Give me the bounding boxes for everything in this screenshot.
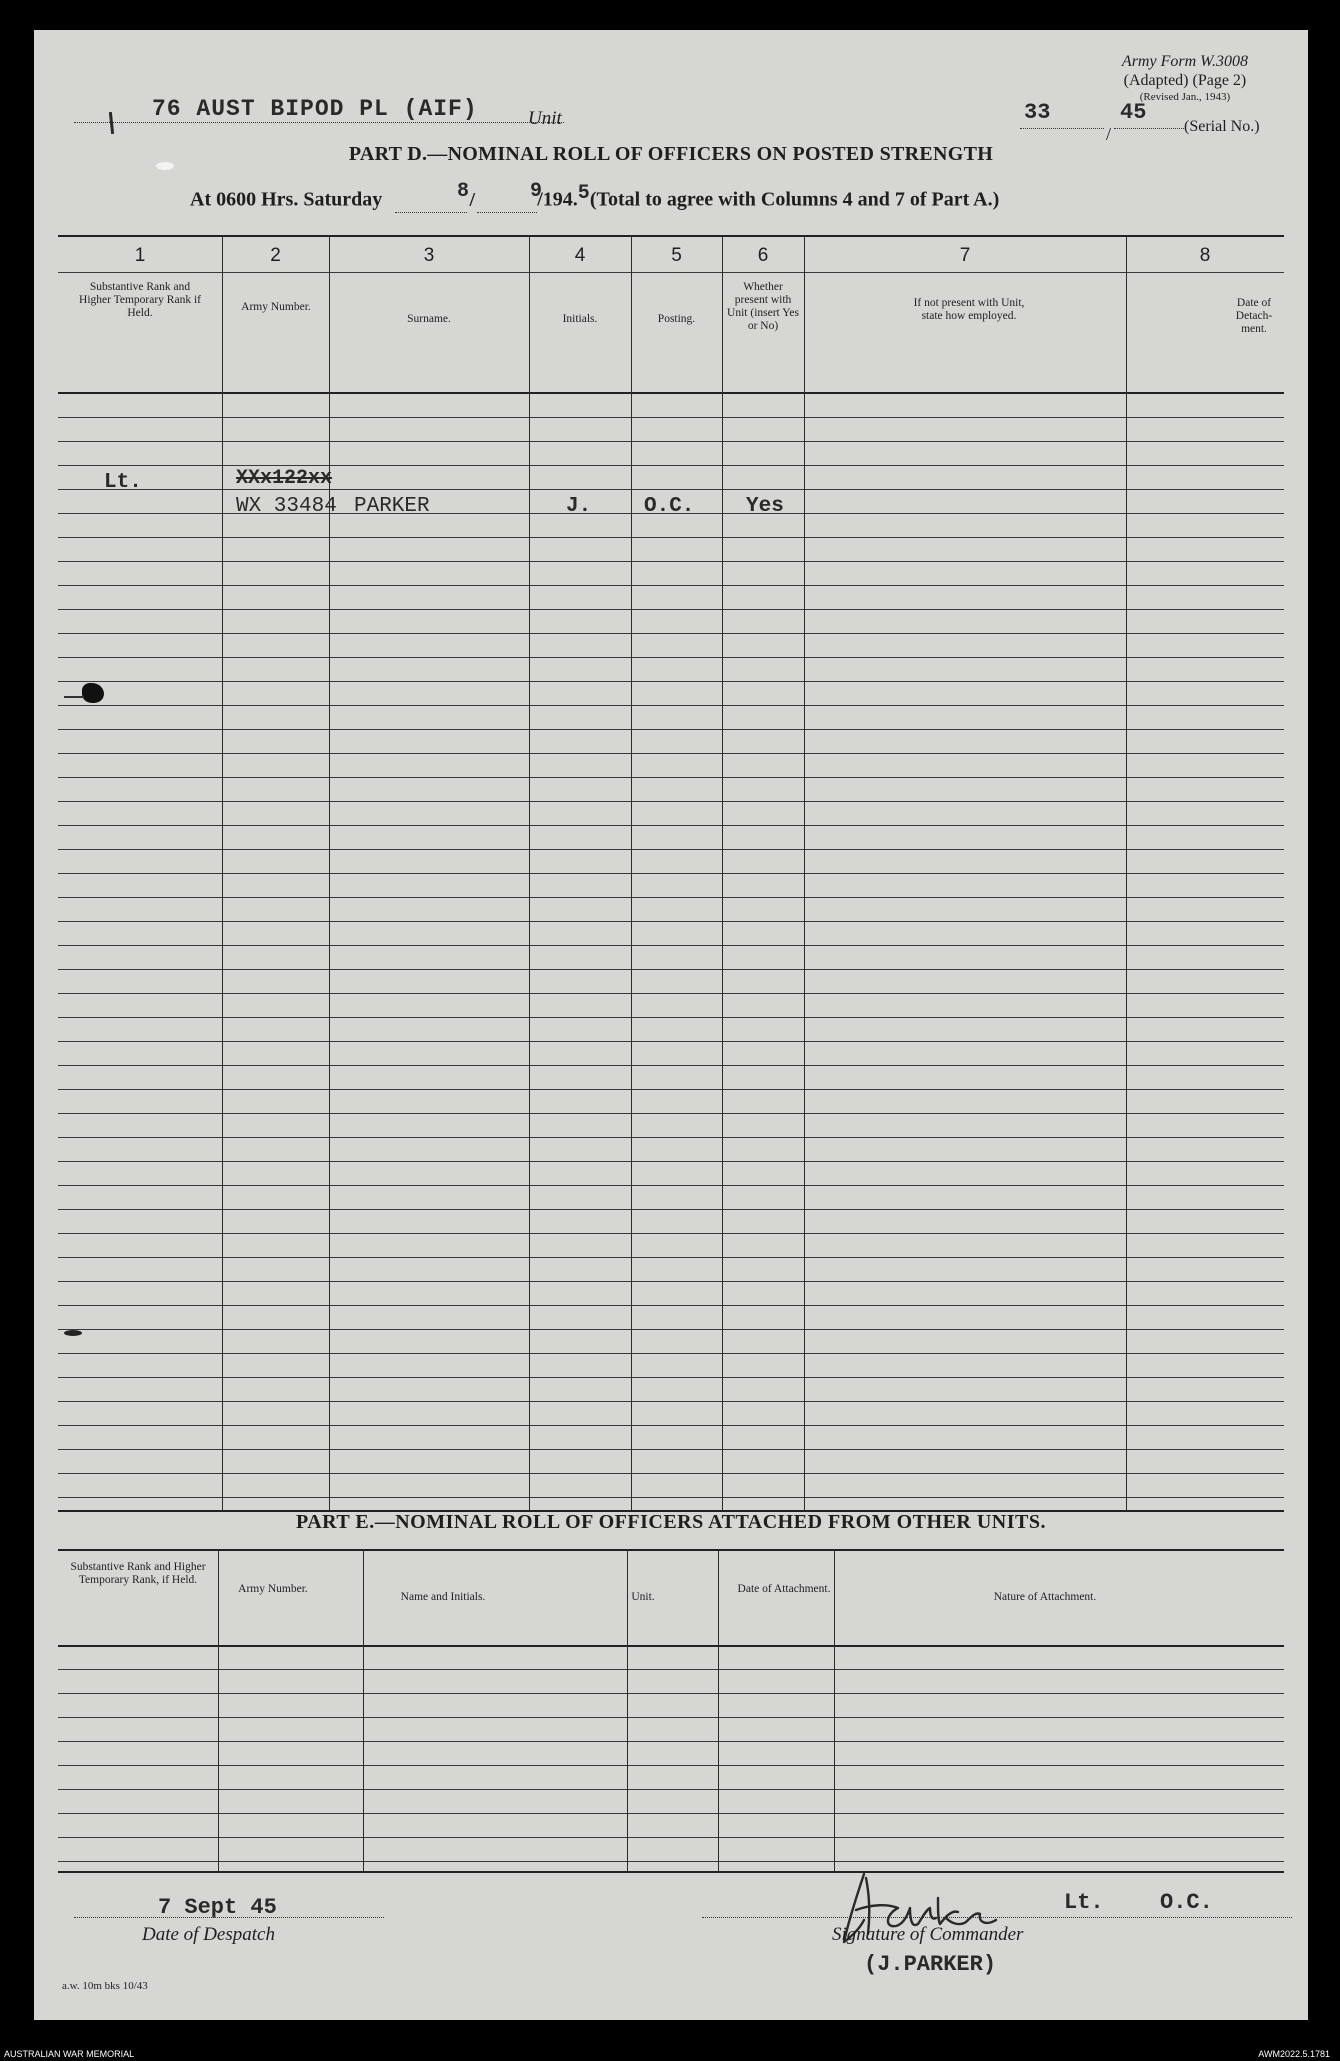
table-row-rule [58,777,1284,778]
table-row-rule [58,465,1284,466]
total-note: (Total to agree with Columns 4 and 7 of Part A.) [589,188,1000,211]
form-line-3: (Revised Jan., 1943) [1139,91,1231,103]
table-row-rule [58,489,1284,490]
table-row-rule [58,1065,1284,1066]
e-table-bottom-rule [58,1871,1284,1873]
table-top-rule [58,235,1284,237]
e-column-divider [363,1549,364,1871]
table-row-rule [58,897,1284,898]
table-row-rule [58,1113,1284,1114]
table-row-rule [58,1209,1284,1210]
table-row-rule [58,705,1284,706]
table-row-rule [58,633,1284,634]
entry-present: Yes [746,495,784,518]
serial-line-b [1114,128,1184,129]
column-divider [1126,235,1127,1510]
column-divider [804,235,805,1510]
column-divider [722,235,723,1510]
entry-initials: J. [566,495,592,518]
e-table-header-rule [58,1645,1284,1647]
serial-number-part-b: 45 [1120,100,1147,125]
commander-name: (J.PARKER) [864,1952,997,1977]
table-row-rule [58,1401,1284,1402]
serial-label: (Serial No.) [1184,118,1260,135]
table-row-rule [58,1497,1284,1498]
table-row-rule [58,729,1284,730]
commander-rank: Lt. [1064,1890,1104,1915]
table-row-rule [58,921,1284,922]
table-row-rule [58,1041,1284,1042]
form-line-1: Army Form W.3008 [1121,53,1248,70]
table-row-rule [58,753,1284,754]
e-table-row-rule [58,1813,1284,1814]
table-row-rule [58,1089,1284,1090]
column-divider [329,235,330,1510]
table-row-rule [58,1473,1284,1474]
table-row-rule [58,1305,1284,1306]
printer-code: a.w. 10m bks 10/43 [62,1980,148,1992]
e-column-divider [627,1549,628,1871]
entry-struck-number: XXx122xx [236,467,333,490]
table-row-rule [58,441,1284,442]
e-col-4-heading: Unit. [631,1591,655,1603]
e-column-divider [834,1549,835,1871]
e-column-divider [218,1549,219,1871]
e-col-3-heading: Name and Initials. [400,1591,486,1603]
col-3-heading: Surname. [407,313,451,325]
table-row-rule [58,825,1284,826]
col-6-number: 6 [757,245,769,266]
col-2-number: 2 [270,245,281,266]
table-row-rule [58,1257,1284,1258]
table-row-rule [58,945,1284,946]
entry-posting: O.C. [644,495,695,518]
col-1-heading: Substantive Rank and Higher Temporary Rank if Held. [79,281,201,319]
archive-credit: AUSTRALIAN WAR MEMORIAL [4,2049,135,2059]
table-row-rule [58,969,1284,970]
col-3-number: 3 [423,245,435,266]
col-1-number: 1 [134,245,146,266]
table-row-rule [58,873,1284,874]
e-table-row-rule [58,1669,1284,1670]
e-table-row-rule [58,1789,1284,1790]
col-4-number: 4 [574,245,586,266]
e-table-row-rule [58,1837,1284,1838]
col-8-number: 8 [1199,245,1211,266]
despatch-label: Date of Despatch [142,1924,275,1945]
date-month: 9 [529,180,542,203]
table-row-rule [58,585,1284,586]
e-table-row-rule [58,1741,1284,1742]
commander-appointment: O.C. [1160,1890,1213,1915]
part-d-date-line: At 0600 Hrs. Saturday / /194.$^5$(Total to agree with Columns 4 and 7 of Part A.) [190,182,1000,211]
col-4-heading: Initials. [562,313,598,325]
form-line-2: (Adapted) (Page 2) [1123,72,1247,89]
col-7-number: 7 [959,245,971,266]
table-row-rule [58,1281,1284,1282]
table-header-rule [58,392,1284,394]
table-row-rule [58,1353,1284,1354]
form-sheet [34,30,1308,2020]
entry-surname: PARKER [354,495,430,518]
e-col-2-heading: Army Number. [238,1583,308,1595]
table-row-rule [58,1425,1284,1426]
col-5-number: 5 [671,245,682,266]
serial-number-part-a: 33 [1024,100,1051,125]
e-col-6-heading: Nature of Attachment. [993,1591,1097,1603]
table-row-rule [58,1161,1284,1162]
table-row-rule [58,657,1284,658]
serial-line-a [1020,128,1104,129]
table-row-rule [58,1449,1284,1450]
unit-value: 76 AUST BIPOD PL (AIF) [152,96,478,122]
col-6-heading: Whether present with Unit (insert Yes or No) [727,281,799,332]
e-table-top-rule [58,1549,1284,1551]
table-row-rule [58,1017,1284,1018]
despatch-date: 7 Sept 45 [158,1895,277,1920]
ink-tick-mark [109,112,114,134]
ink-blot [64,1330,82,1336]
column-divider [631,235,632,1510]
part-d-title: PART D.—NOMINAL ROLL OF OFFICERS ON POSTED STRENGTH [348,143,994,165]
table-row-rule [58,681,1284,682]
part-e-title: PART E.—NOMINAL ROLL OF OFFICERS ATTACHED FROM OTHER UNITS. [296,1511,1046,1533]
table-row-rule [58,1329,1284,1330]
table-row-rule [58,849,1284,850]
table-row-rule [58,513,1284,514]
column-divider [529,235,530,1510]
table-number-rule [58,272,1284,273]
e-table-row-rule [58,1861,1284,1862]
table-row-rule [58,609,1284,610]
table-row-rule [58,537,1284,538]
year-digit: 5 [577,182,590,205]
table-row-rule [58,1233,1284,1234]
part-d-table [58,235,1284,1515]
col-8-heading: Date of Detach-ment. [1235,297,1273,335]
table-row-rule [58,417,1284,418]
e-col-1-heading: Substantive Rank and Higher Temporary Rank, if Held. [70,1561,206,1586]
e-col-5-heading: Date of Attachment. [737,1583,831,1595]
table-row-rule [58,1377,1284,1378]
table-row-rule [58,1185,1284,1186]
signature-label: Signature of Commander [832,1924,1024,1945]
part-e-table [58,1549,1284,1874]
table-row-rule [58,1137,1284,1138]
column-divider [222,235,223,1510]
e-table-row-rule [58,1765,1284,1766]
year-prefix: /194. [537,188,578,211]
unit-line [74,122,564,123]
time-prefix: At 0600 Hrs. Saturday [190,188,383,211]
col-5-heading: Posting. [657,313,696,325]
e-table-row-rule [58,1693,1284,1694]
punch-hole [82,683,104,703]
e-table-row-rule [58,1717,1284,1718]
table-row-rule [58,993,1284,994]
entry-army-number: WX 33484 [236,495,337,518]
form-reference [1122,52,1248,104]
table-row-rule [58,801,1284,802]
col-2-heading: Army Number. [241,301,311,313]
col-7-heading: If not present with Unit, state how employed. [913,297,1025,322]
entry-rank: Lt. [104,471,142,494]
table-row-rule [58,561,1284,562]
ink-arrow-mark [64,696,84,698]
e-column-divider [718,1549,719,1871]
date-day: 8 [456,180,469,203]
unit-label: Unit [528,108,562,129]
archive-reference: AWM2022.5.1781 [1258,2049,1330,2059]
serial-slash: / [1106,124,1112,144]
